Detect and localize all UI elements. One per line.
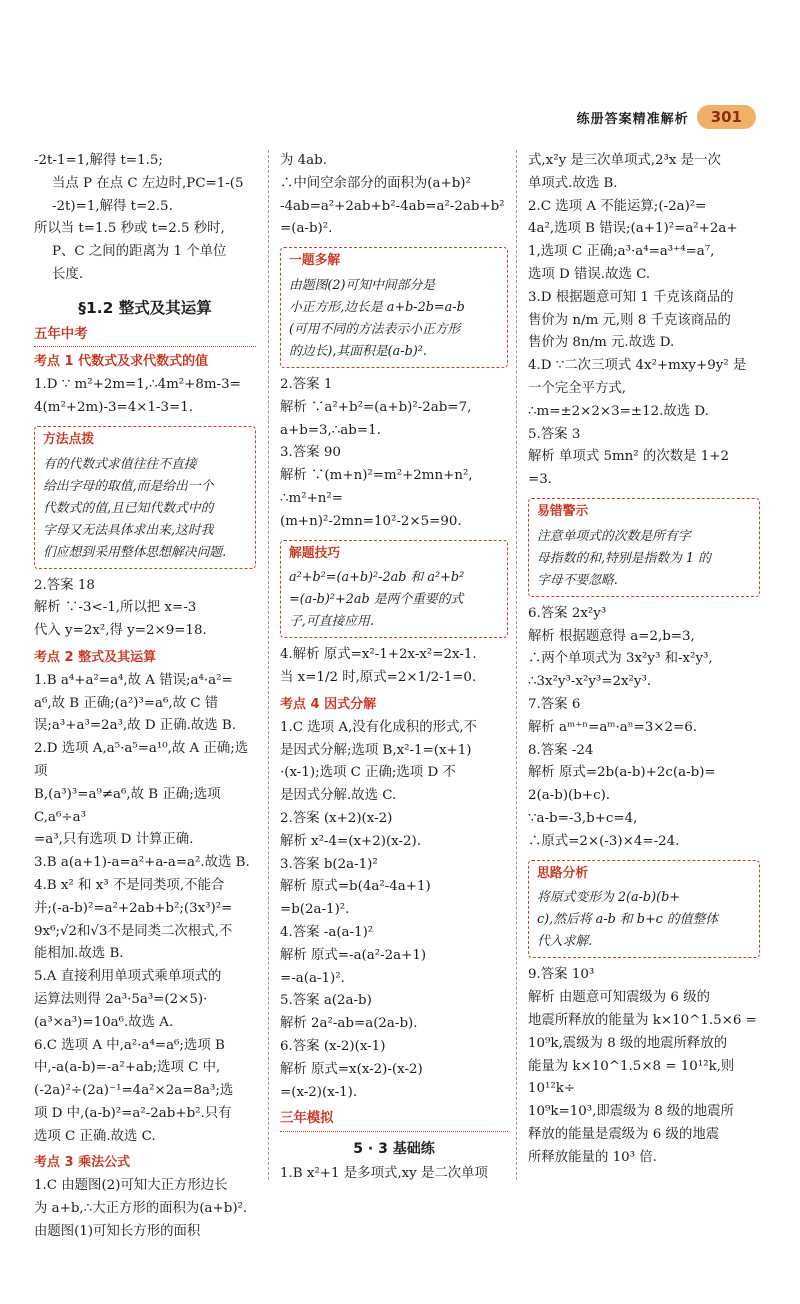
tip-box: [528, 498, 760, 597]
text-line: 地震所释放的能量为 k×10^1.5×6 =: [528, 1012, 757, 1028]
text-line: 2.答案 18: [34, 577, 95, 593]
text-line: a²+b²=(a+b)²-2ab 和 a²+b²: [289, 570, 465, 586]
text-line: 4.B x² 和 x³ 不是同类项,不能合: [34, 877, 225, 893]
text-block: [280, 150, 508, 241]
text-line: 字母不要忽略.: [537, 572, 618, 588]
text-line: =(a-b)².: [280, 221, 333, 237]
text-line: a⁶,故 B 正确;(a²)³=a⁶,故 C 错: [34, 695, 219, 711]
text-line: 母指数的和,特别是指数为 1 的: [537, 550, 711, 566]
text-line: 运算法则得 2a³·5a³=(2×5)·: [34, 991, 208, 1007]
answer-block: [280, 374, 508, 534]
text-line: ∴原式=2×(-3)×4=-24.: [528, 833, 680, 849]
text-line: 选项 D 错误.故选 C.: [528, 266, 651, 282]
text-line: 为 4ab.: [280, 153, 327, 168]
text-line: 代入 y=2x²,得 y=2×9=18.: [34, 623, 207, 639]
text-line: 5.答案 3: [528, 426, 581, 442]
text-line: 5.A 直接利用单项式乘单项式的: [34, 969, 222, 985]
answer-block: [34, 575, 256, 643]
text-line: 解析 根据题意得 a=2,b=3,: [528, 628, 695, 644]
text-line: 当 x=1/2 时,原式=2×1/2-1=0.: [280, 670, 477, 686]
answer-block: [528, 150, 760, 492]
text-line: 1.C 由题图(2)可知大正方形边长: [34, 1178, 228, 1194]
text-line: 1.B x²+1 是多项式,xy 是二次单项: [280, 1165, 488, 1181]
text-line: 项 D 中,(a-b)²=a²-2ab+b².只有: [34, 1105, 232, 1121]
column-3: [528, 150, 760, 1169]
text-line: 将原式变形为 2(a-b)(b+: [537, 890, 681, 906]
text-line: 解析 ∵-3<-1,所以把 x=-3: [34, 600, 197, 616]
text-line: 能量为 k×10^1.5×8 = 10¹²k,则 10¹²k÷: [528, 1058, 735, 1097]
text-line: 售价为 n/m 元,则 8 千克该商品的: [528, 312, 731, 328]
text-line: 解析 单项式 5mn² 的次数是 1+2: [528, 449, 730, 465]
column-1: [34, 150, 256, 1244]
text-line: a+b=3,∴ab=1.: [280, 422, 381, 438]
text-line: 一个完全平方式,: [528, 380, 626, 396]
tip-box-title: 解题技巧: [289, 545, 341, 561]
text-line: 2.答案 1: [280, 376, 333, 392]
text-line: =a³,只有选项 D 计算正确.: [34, 832, 194, 848]
section-title: §1.2 整式及其运算: [78, 298, 212, 317]
text-line: 子,可直接应用.: [289, 614, 374, 630]
text-line: (a³×a³)=10a⁶.故选 A.: [34, 1014, 174, 1030]
text-line: 售价为 8n/m 元.故选 D.: [528, 335, 675, 351]
text-line: -4ab=a²+2ab+b²-4ab=a²-2ab+b²: [280, 198, 505, 214]
text-line: 注意单项式的次数是所有字: [537, 528, 691, 544]
text-line: 4.D ∵二次三项式 4x²+mxy+9y² 是: [528, 358, 747, 374]
text-line: 中,-a(a-b)=-a²+ab;选项 C 中,: [34, 1060, 221, 1076]
text-line: 的边长),其面积是(a-b)².: [289, 343, 427, 359]
tip-box: [34, 426, 256, 569]
text-line: 1.D ∵ m²+2m=1,∴4m²+8m-3=: [34, 377, 241, 393]
text-line: 9x⁶;√2和√3不是同类二次根式,不: [34, 923, 233, 939]
tip-box-body: [289, 567, 499, 633]
text-line: 单项式.故选 B.: [528, 175, 618, 191]
text-line: 式,x²y 是三次单项式,2³x 是一次: [528, 153, 721, 168]
tip-box: [280, 247, 508, 368]
text-line: 2.答案 (x+2)(x-2): [280, 810, 393, 826]
text-line: 4a²,选项 B 错误;(a+1)²=a²+2a+: [528, 221, 738, 237]
text-line: 4.解析 原式=x²-1+2x-x²=2x-1.: [280, 647, 477, 663]
text-line: 3.D 根据题意可知 1 千克该商品的: [528, 289, 734, 305]
text-line: 解析 原式=2b(a-b)+2c(a-b)=: [528, 765, 716, 781]
text-block: [34, 150, 256, 287]
text-line: ∴两个单项式为 3x²y³ 和-x²y³,: [528, 651, 713, 667]
text-line: 解析 原式=-a(a²-2a+1): [280, 947, 427, 963]
text-line: 3.答案 90: [280, 445, 341, 461]
text-line: ∴3x²y³-x²y³=2x²y³.: [528, 674, 652, 690]
text-line: 由题图(1)可知长方形的面积: [34, 1223, 201, 1239]
tip-box-body: [289, 275, 499, 363]
text-line: 解析 由题意可知震级为 6 级的: [528, 990, 710, 1006]
topic-heading: 考点 4 因式分解: [280, 696, 377, 712]
answer-block: [34, 374, 256, 420]
page-number: 301: [697, 105, 756, 129]
tip-box-body: [537, 887, 751, 953]
text-line: -2t)=1,解得 t=2.5.: [52, 198, 173, 214]
text-line: 1.B a⁴+a²=a⁴,故 A 错误;a⁴·a²=: [34, 672, 233, 688]
text-line: =-a(a-1)².: [280, 970, 345, 986]
text-line: 1.C 选项 A,没有化成积的形式,不: [280, 719, 478, 735]
answer-block: [34, 1175, 256, 1243]
text-line: =b(2a-1)².: [280, 902, 350, 918]
section-bar: 三年模拟: [280, 1108, 508, 1132]
text-line: 解析 原式=b(4a²-4a+1): [280, 879, 431, 895]
tip-box-title: 思路分析: [537, 865, 589, 881]
text-line: 解析 aᵐ⁺ⁿ=aᵐ·aⁿ=3×2=6.: [528, 719, 698, 735]
text-line: 给出字母的取值,而是给出一个: [43, 478, 214, 494]
text-line: 解析 ∵(m+n)²=m²+2mn+n²,: [280, 468, 473, 484]
text-line: 2(a-b)(b+c).: [528, 788, 611, 804]
text-line: 并;(-a-b)²=a²+2ab+b²;(3x³)²=: [34, 900, 233, 916]
answer-block: [34, 670, 256, 1149]
answer-block: [280, 717, 508, 1105]
column-divider: [268, 150, 269, 1180]
text-line: ∵a-b=-3,b+c=4,: [528, 810, 638, 826]
text-line: 代入求解.: [537, 934, 593, 950]
text-line: (-2a)²÷(2a)⁻¹=4a²×2a=8a³;选: [34, 1083, 234, 1099]
text-line: 5.答案 a(2a-b): [280, 993, 372, 1009]
tip-box-body: [43, 454, 247, 564]
text-line: 为 a+b,∴大正方形的面积为(a+b)².: [34, 1201, 248, 1217]
text-line: 小正方形,边长是 a+b-2b=a-b: [289, 299, 465, 315]
text-line: P、C 之间的距离为 1 个单位: [52, 244, 227, 260]
text-line: 10⁹k=10³,即震级为 8 级的地震所: [528, 1104, 734, 1120]
text-line: 4.答案 -a(a-1)²: [280, 924, 374, 940]
column-divider: [516, 150, 517, 1180]
text-line: 误;a³+a³=2a³,故 D 正确.故选 B.: [34, 718, 236, 734]
topic-heading: 考点 1 代数式及求代数式的值: [34, 354, 209, 370]
text-line: 代数式的值,且已知代数式中的: [43, 500, 214, 516]
text-line: 字母又无法具体求出来,这时我: [43, 522, 214, 538]
tip-box-title: 方法点拨: [43, 431, 95, 447]
text-line: ∴m²+n²=(m+n)²-2mn=10²-2×5=90.: [280, 490, 462, 529]
text-line: =3.: [528, 472, 552, 488]
text-line: 解析 ∵a²+b²=(a+b)²-2ab=7,: [280, 399, 472, 415]
text-line: 当点 P 在点 C 左边时,PC=1-(5: [52, 175, 244, 191]
text-line: 是因式分解;选项 B,x²-1=(x+1): [280, 742, 472, 758]
topic-heading: 考点 2 整式及其运算: [34, 649, 157, 665]
text-line: 2.D 选项 A,a⁵·a⁵=a¹⁰,故 A 正确;选项: [34, 741, 249, 779]
text-line: 7.答案 6: [528, 696, 581, 712]
text-line: 6.答案 2x²y³: [528, 605, 607, 621]
text-line: 们应想到采用整体思想解决问题.: [43, 544, 227, 560]
text-line: 8.答案 -24: [528, 742, 594, 758]
text-line: (可用不同的方法表示小正方形: [289, 321, 461, 337]
text-line: 由题图(2)可知中间部分是: [289, 277, 436, 293]
text-line: -2t-1=1,解得 t=1.5;: [34, 153, 163, 168]
text-line: c),然后将 a-b 和 b+c 的值整体: [537, 912, 719, 928]
section-bar: 五年中考: [34, 324, 256, 348]
tip-box-title: 一题多解: [289, 253, 341, 269]
text-line: 6.C 选项 A 中,a²·a⁴=a⁶;选项 B: [34, 1037, 225, 1053]
header-title: 练册答案精准解析: [576, 111, 689, 127]
answer-block: [528, 603, 760, 854]
text-line: 是因式分解.故选 C.: [280, 788, 397, 804]
text-line: =(a-b)²+2ab 是两个重要的式: [289, 592, 464, 608]
text-line: 3.答案 b(2a-1)²: [280, 856, 378, 872]
text-line: 选项 C 正确.故选 C.: [34, 1128, 156, 1144]
text-line: 所以当 t=1.5 秒或 t=2.5 秒时,: [34, 221, 225, 237]
text-line: 解析 x²-4=(x+2)(x-2).: [280, 833, 422, 849]
answer-block: [280, 1163, 508, 1186]
answer-block: [280, 644, 508, 690]
text-line: ∴m=±2×2×3=±12.故选 D.: [528, 403, 709, 419]
tip-box-title: 易错警示: [537, 503, 589, 519]
text-line: 3.B a(a+1)-a=a²+a-a=a².故选 B.: [34, 855, 250, 871]
text-line: 所释放能量的 10³ 倍.: [528, 1149, 657, 1165]
subsection-title: 5 · 3 基础练: [353, 1141, 435, 1158]
topic-heading: 考点 3 乘法公式: [34, 1155, 131, 1171]
text-line: 4(m²+2m)-3=4×1-3=1.: [34, 399, 194, 415]
text-line: 释放的能量是震级为 6 级的地震: [528, 1126, 720, 1142]
text-line: 有的代数式求值往往不直接: [43, 456, 197, 472]
tip-box-body: [537, 526, 751, 592]
column-2: [280, 150, 508, 1186]
text-line: 解析 2a²-ab=a(2a-b).: [280, 1016, 418, 1032]
text-line: 解析 原式=x(x-2)-(x-2): [280, 1061, 423, 1077]
text-line: 长度.: [52, 266, 84, 282]
text-line: ∴中间空余部分的面积为(a+b)²: [280, 175, 471, 191]
text-line: =(x-2)(x-1).: [280, 1084, 358, 1100]
text-line: 6.答案 (x-2)(x-1): [280, 1038, 386, 1054]
text-line: 10⁹k,震级为 8 级的地震所释放的: [528, 1035, 728, 1051]
answer-block: [528, 964, 760, 1169]
text-line: 1,选项 C 正确;a³·a⁴=a³⁺⁴=a⁷,: [528, 244, 715, 260]
text-line: 9.答案 10³: [528, 967, 595, 983]
text-line: 2.C 选项 A 不能运算;(-2a)²=: [528, 198, 707, 214]
text-line: B,(a³)³=a⁹≠a⁶,故 B 正确;选项 C,a⁶÷a³: [34, 786, 221, 825]
text-line: ·(x-1);选项 C 正确;选项 D 不: [280, 765, 456, 781]
page-header: [577, 104, 756, 130]
text-line: 能相加.故选 B.: [34, 946, 124, 962]
tip-box: [280, 540, 508, 639]
tip-box: [528, 860, 760, 959]
